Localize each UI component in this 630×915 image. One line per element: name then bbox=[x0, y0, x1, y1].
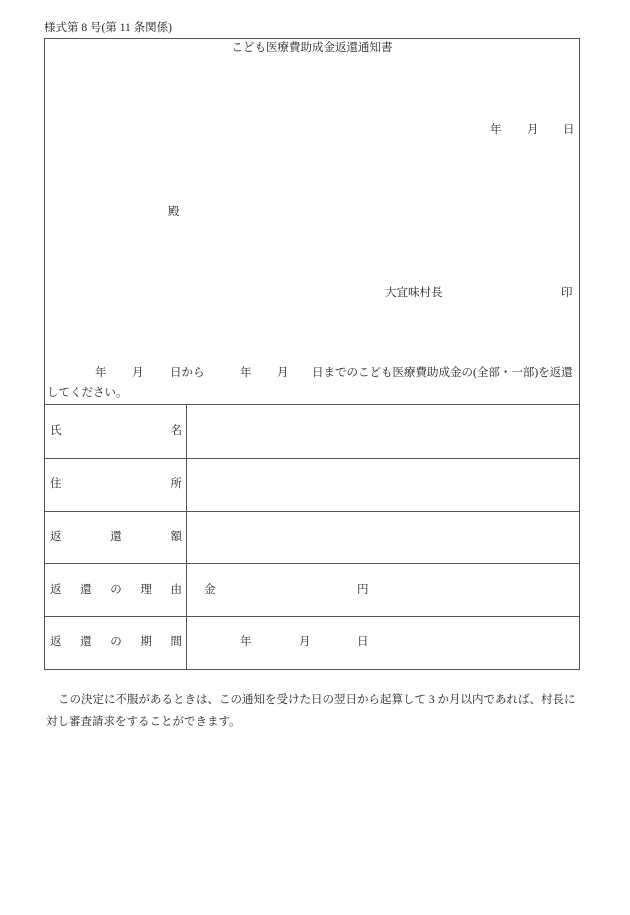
addressee-honorific: 殿 bbox=[168, 206, 180, 218]
amount-prefix: 金 bbox=[204, 584, 216, 596]
notice-to-year: 年 bbox=[240, 367, 252, 379]
notice-to-month: 月 bbox=[277, 367, 289, 379]
notice-from-month: 月 bbox=[132, 367, 144, 379]
issuer-title: 大宜味村長 bbox=[385, 287, 443, 299]
period-day: 日 bbox=[357, 636, 369, 648]
document-title: こども医療費助成金返還通知書 bbox=[231, 42, 393, 54]
row-label-refund-period: 返 還 の 期 間 bbox=[50, 636, 182, 648]
period-year: 年 bbox=[240, 636, 252, 648]
notice-continuation: してください。 bbox=[47, 387, 128, 399]
row-label-name: 氏 名 bbox=[50, 425, 182, 437]
notice-to-day-text: 日までのこども医療費助成金の(全部・一部)を返還 bbox=[312, 367, 573, 379]
amount-unit: 円 bbox=[357, 584, 369, 596]
row-label-address: 住 所 bbox=[50, 478, 182, 490]
appeal-notice-line-2: 対し審査請求をすることができます。 bbox=[46, 716, 241, 728]
table-column-rule bbox=[186, 404, 187, 669]
notice-from-year: 年 bbox=[95, 367, 107, 379]
appeal-notice-line-1: この決定に不服があるときは、この通知を受けた日の翌日から起算して 3 か月以内であれば、村長に bbox=[58, 694, 576, 706]
issue-date-month: 月 bbox=[527, 124, 539, 136]
table-top-rule bbox=[44, 404, 580, 405]
table-row-rule bbox=[44, 616, 580, 617]
seal-mark: 印 bbox=[561, 287, 573, 299]
period-month: 月 bbox=[299, 636, 311, 648]
form-number: 様式第 8 号(第 11 条関係) bbox=[44, 22, 172, 34]
table-row-rule bbox=[44, 458, 580, 459]
issue-date-day: 日 bbox=[563, 124, 575, 136]
row-label-refund-reason: 返 還 の 理 由 bbox=[50, 584, 182, 596]
notice-from-day: 日から bbox=[170, 367, 205, 379]
table-row-rule bbox=[44, 511, 580, 512]
issue-date-year: 年 bbox=[490, 124, 502, 136]
table-row-rule bbox=[44, 563, 580, 564]
row-label-refund-amount: 返 還 額 bbox=[50, 531, 182, 543]
